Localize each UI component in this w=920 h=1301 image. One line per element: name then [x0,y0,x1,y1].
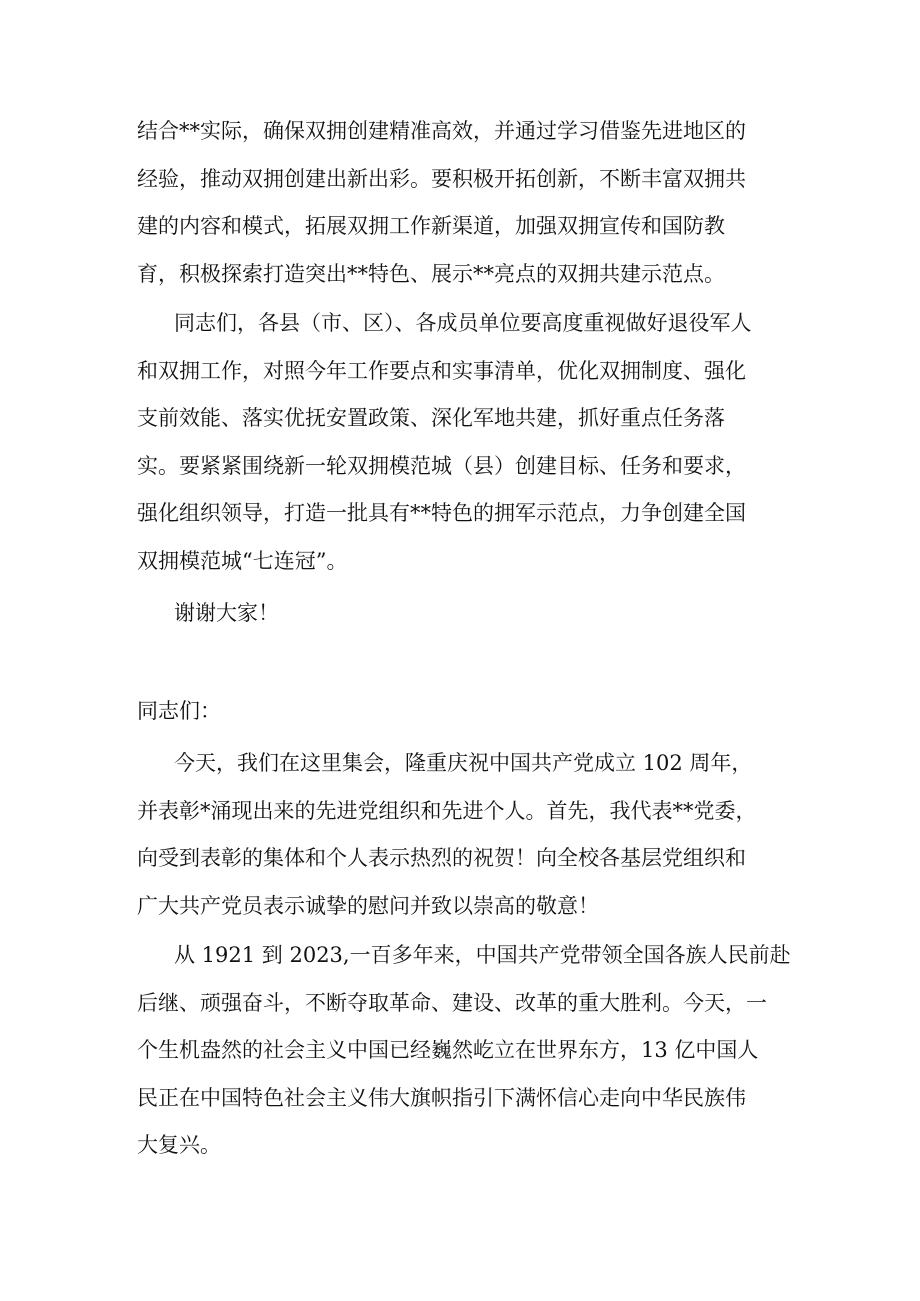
text-line: 后继、顽强奋斗，不断夺取革命、建设、改革的重大胜利。今天，一 [137,990,767,1015]
text-line: 经验，推动双拥创建出新出彩。要积极开拓创新，不断丰富双拥共 [137,166,746,191]
paragraph-1 [137,108,787,298]
text-line: 结合**实际，确保双拥创建精准高效，并通过学习借鉴先进地区的 [137,119,746,143]
text-line: 个生机盎然的社会主义中国已经巍然屹立在世界东方，13 亿中国人 [137,1038,759,1062]
text-line: 今天，我们在这里集会，隆重庆祝中国共产党成立 102 周年， [174,751,753,775]
greeting [137,688,787,736]
text-line: 和双拥工作，对照今年工作要点和实事清单，优化双拥制度、强化 [137,358,746,383]
paragraph-3 [137,590,787,638]
text-line: 从 1921 到 2023,一百多年来，中国共产党带领全国各族人民前赴 [174,943,791,967]
text-line: 大复兴。 [137,1133,221,1157]
text-line: 育，积极探索打造突出**特色、展示**亮点的双拥共建示范点。 [137,261,725,286]
text-line: 谢谢大家！ [174,601,279,625]
paragraph-5 [137,740,787,930]
text-line: 向受到表彰的集体和个人表示热烈的祝贺！向全校各基层党组织和 [137,846,746,870]
paragraph-6 [137,932,791,1170]
text-line: 并表彰*涌现出来的先进党组织和先进个人。首先，我代表**党委， [137,798,757,823]
text-line: 强化组织领导，打造一批具有**特色的拥军示范点，力争创建全国 [137,501,746,525]
text-line: 建的内容和模式，拓展双拥工作新渠道，加强双拥宣传和国防教 [137,214,725,238]
paragraph-2 [137,300,787,585]
text-line: 同志们： [137,699,221,723]
text-line: 支前效能、落实优抚安置政策、深化军地共建，抓好重点任务落 [137,406,725,430]
text-line: 广大共产党员表示诚挚的慰问并致以崇高的敬意！ [137,893,599,918]
text-line: 民正在中国特色社会主义伟大旗帜指引下满怀信心走向中华民族伟 [137,1085,746,1110]
text-line: 同志们，各县（市、区）、各成员单位要高度重视做好退役军人 [174,311,752,335]
text-line: 实。要紧紧围绕新一轮双拥模范城（县）创建目标、任务和要求， [137,453,746,478]
text-line: 双拥模范城“七连冠”。 [137,548,348,573]
